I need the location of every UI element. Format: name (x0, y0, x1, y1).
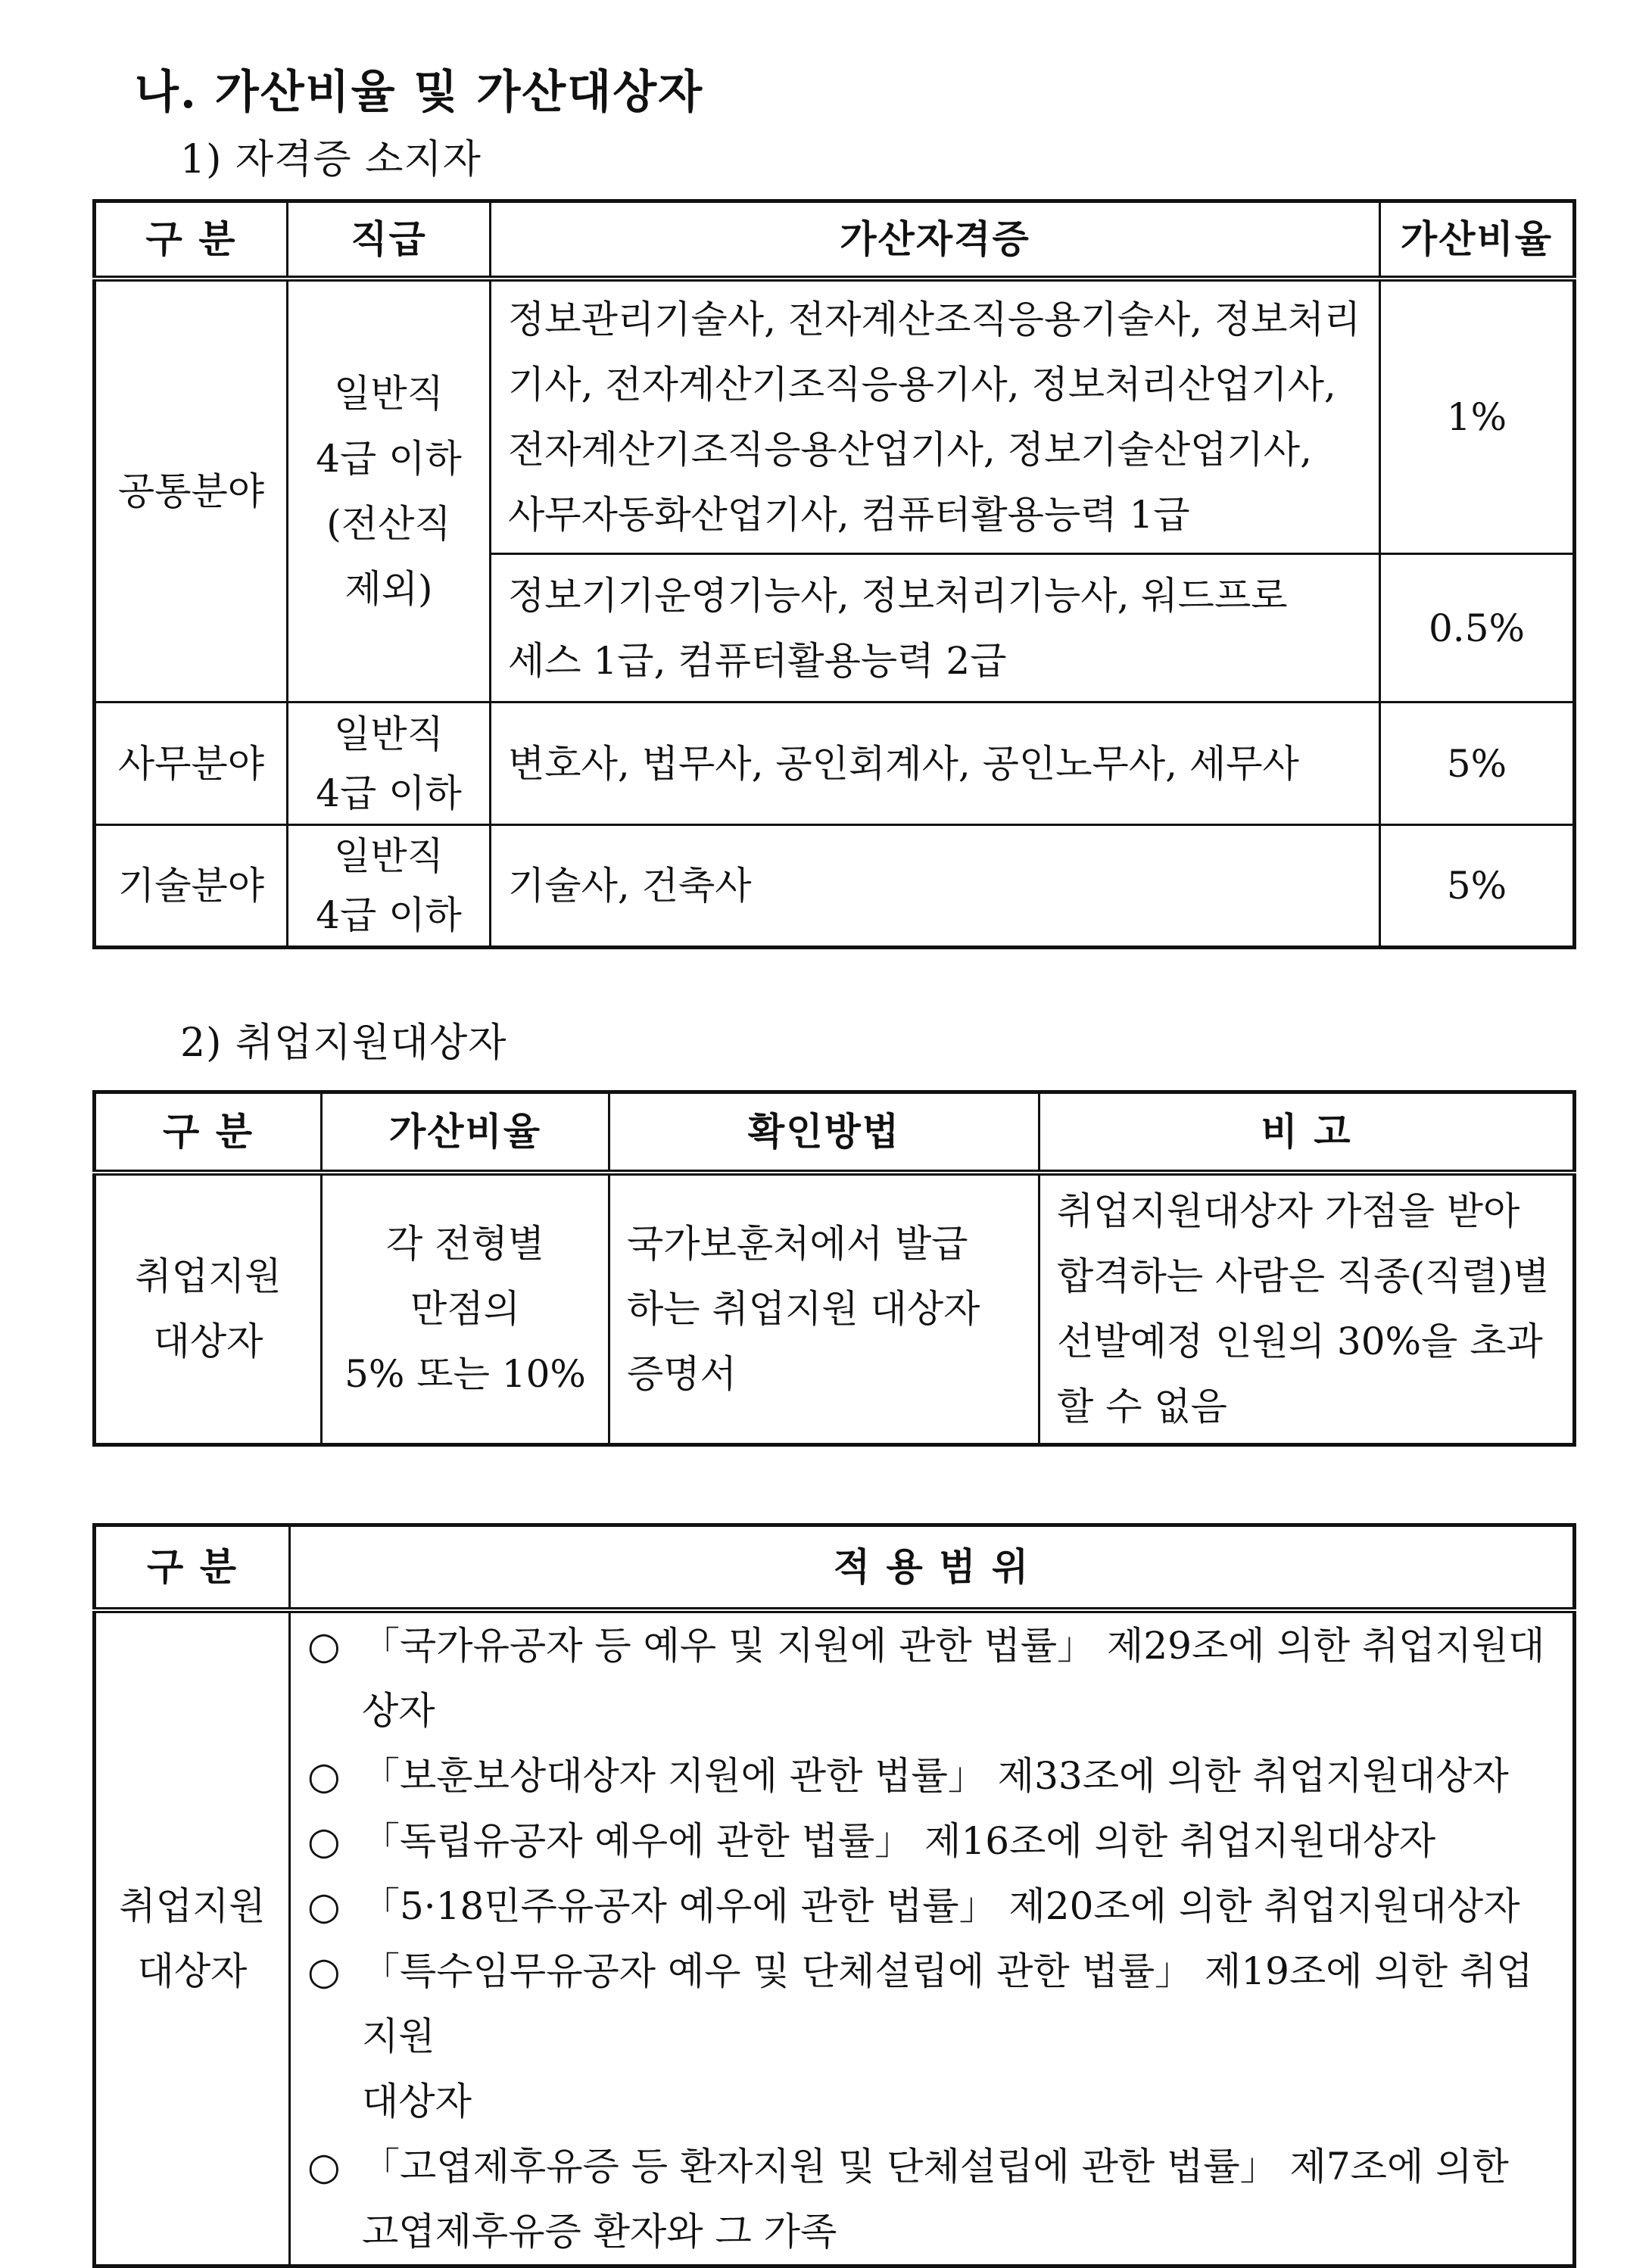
grade-technical: 일반직 4급 이하 (288, 825, 491, 948)
scope-item: ○ 「독립유공자 예우에 관한 법률」 제16조에 의한 취업지원대상자 (307, 1808, 1565, 1874)
employment-support-table (92, 1090, 1576, 1447)
subsection-title-certificates: 1) 자격증 소지자 (180, 137, 482, 182)
header-category: 구 분 (95, 1525, 290, 1610)
scope-item: ○ 「보훈보상대상자 지원에 관한 법률」 제33조에 의한 취업지원대상자 (307, 1743, 1565, 1808)
scope-item: ○ 「특수임무유공자 예우 및 단체설립에 관한 법률」 제19조에 의한 취업지원 대상자 (307, 1939, 1565, 2134)
circle-bullet-icon: ○ (307, 1883, 341, 1928)
scope-item: ○ 「국가유공자 등 예우 및 지원에 관한 법률」 제29조에 의한 취업지원대상자 (307, 1613, 1565, 1743)
grade-common: 일반직 4급 이하 (전산직 제외) (288, 279, 491, 703)
category-employment-support: 취업지원 대상자 (95, 1173, 322, 1445)
category-office: 사무분야 (95, 703, 288, 825)
category-employment-support: 취업지원 대상자 (95, 1610, 290, 2266)
scope-table (92, 1523, 1576, 2268)
verification-method: 국가보훈처에서 발급 하는 취업지원 대상자 증명서 (609, 1173, 1039, 1445)
header-remarks: 비 고 (1039, 1092, 1575, 1173)
circle-bullet-icon: ○ (307, 1623, 341, 1668)
category-common: 공통분야 (95, 279, 288, 703)
scope-list (290, 1610, 1575, 2266)
header-category: 구 분 (95, 1092, 322, 1173)
certificates-office: 변호사, 법무사, 공인회계사, 공인노무사, 세무사 (491, 703, 1380, 825)
header-verification-method: 확인방법 (609, 1092, 1039, 1173)
rate-employment-support: 각 전형별 만점의 5% 또는 10% (322, 1173, 609, 1445)
category-technical: 기술분야 (95, 825, 288, 948)
certificates-technical: 기술사, 건축사 (491, 825, 1380, 948)
rate-common-b: 0.5% (1380, 554, 1575, 703)
rate-technical: 5% (1380, 825, 1575, 948)
certificate-table (92, 199, 1576, 949)
circle-bullet-icon: ○ (307, 1949, 341, 1993)
certificates-common-b: 정보기기운영기능사, 정보처리기능사, 워드프로 세스 1급, 컴퓨터활용능력 2급 (491, 554, 1380, 703)
section-heading: 나. 가산비율 및 가산대상자 (135, 66, 704, 119)
header-bonus-rate: 가산비율 (322, 1092, 609, 1173)
rate-office: 5% (1380, 703, 1575, 825)
certificates-common-a: 정보관리기술사, 전자계산조직응용기술사, 정보처리 기사, 전자계산기조직응용기사, 정보처리산업기사, 전자계산기조직응용산업기사, 정보기술산업기사, 사무자동화산업기사, 컴퓨터활용능력 1급 (491, 279, 1380, 554)
remarks: 취업지원대상자 가점을 받아 합격하는 사람은 직종(직렬)별 선발예정 인원의 30%을 초과 할 수 없음 (1039, 1173, 1575, 1445)
scope-item: ○ 「고엽제후유증 등 환자지원 및 단체설립에 관한 법률」 제7조에 의한 고엽제후유증 환자와 그 가족 (307, 2134, 1565, 2264)
header-grade: 직급 (288, 201, 491, 279)
header-category: 구 분 (95, 201, 288, 279)
header-bonus-rate: 가산비율 (1380, 201, 1575, 279)
circle-bullet-icon: ○ (307, 1818, 341, 1863)
subsection-title-employment-support: 2) 취업지원대상자 (180, 1020, 507, 1066)
grade-office: 일반직 4급 이하 (288, 703, 491, 825)
rate-common-a: 1% (1380, 279, 1575, 554)
scope-item: ○ 「5·18민주유공자 예우에 관한 법률」 제20조에 의한 취업지원대상자 (307, 1874, 1565, 1939)
circle-bullet-icon: ○ (307, 1753, 341, 1798)
header-certificates: 가산자격증 (491, 201, 1380, 279)
header-scope: 적 용 범 위 (290, 1525, 1575, 1610)
circle-bullet-icon: ○ (307, 2144, 341, 2189)
